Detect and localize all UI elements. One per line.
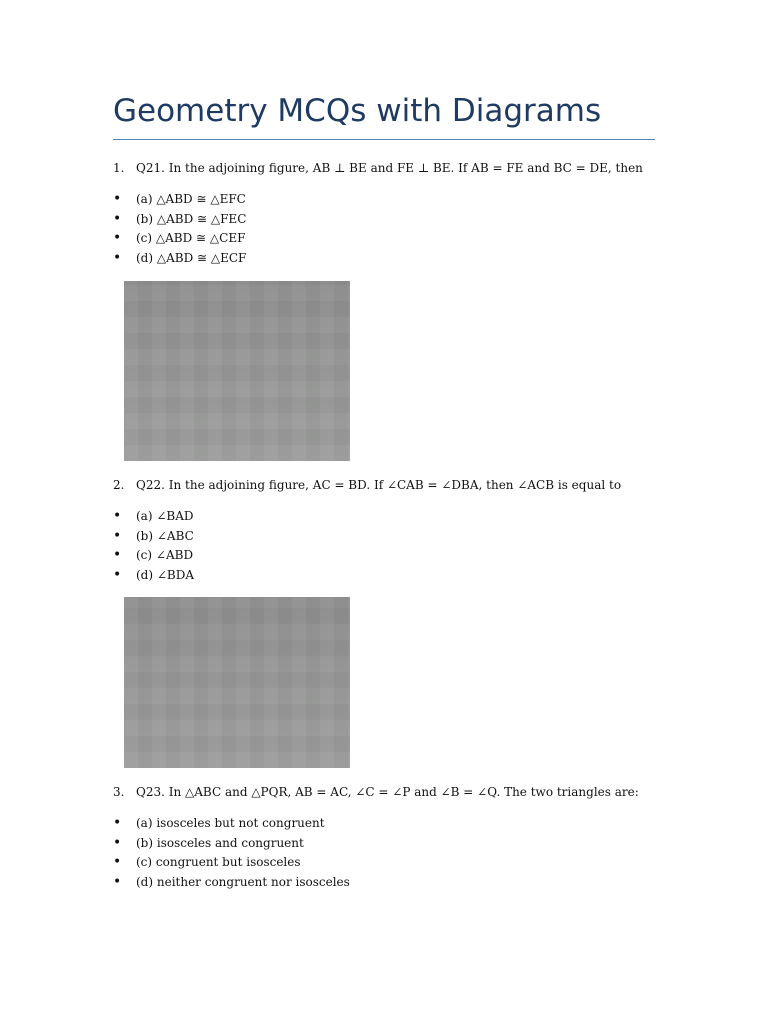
- option-text: (d) ∠BDA: [136, 567, 195, 582]
- option-text: (c) ∠ABD: [136, 548, 194, 562]
- bullet-icon: •: [113, 230, 122, 246]
- option-item: [113, 190, 246, 210]
- option-text: (a) △ABD ≅ △EFC: [136, 192, 246, 206]
- question-text: Q21. In the adjoining figure, AB ⊥ BE and FE ⊥ BE. If AB = FE and BC = DE, then: [136, 161, 643, 175]
- option-text: (a) ∠BAD: [136, 509, 194, 523]
- option-item: [113, 527, 194, 547]
- bullet-icon: •: [113, 547, 122, 563]
- option-item: [113, 873, 350, 893]
- question-3: [113, 784, 639, 800]
- option-item: [113, 814, 350, 834]
- figure-image-2: [124, 597, 350, 768]
- option-item: [113, 566, 194, 586]
- option-text: (c) △ABD ≅ △CEF: [136, 231, 246, 245]
- option-text: (b) isosceles and congruent: [136, 835, 304, 850]
- option-item: [113, 853, 350, 873]
- bullet-icon: •: [113, 191, 122, 207]
- question-text: Q22. In the adjoining figure, AC = BD. If ∠CAB = ∠DBA, then ∠ACB is equal to: [136, 478, 622, 492]
- figure-image-1: [124, 281, 350, 461]
- question-2: [113, 477, 621, 493]
- question-number: 3.: [113, 785, 125, 799]
- question-text: Q23. In △ABC and △PQR, AB = AC, ∠C = ∠P and ∠B = ∠Q. The two triangles are:: [136, 785, 639, 799]
- question-number: 2.: [113, 478, 125, 492]
- option-text: (a) isosceles but not congruent: [136, 816, 325, 830]
- options-list-3: [113, 814, 350, 892]
- options-list-1: [113, 190, 246, 268]
- bullet-icon: •: [113, 508, 122, 524]
- options-list-2: [113, 507, 194, 585]
- bullet-icon: •: [113, 527, 122, 544]
- option-item: [113, 507, 194, 527]
- question-1: [113, 160, 643, 176]
- option-text: (d) neither congruent nor isosceles: [136, 874, 350, 889]
- bullet-icon: •: [113, 566, 122, 583]
- option-item: [113, 834, 350, 854]
- bullet-icon: •: [113, 815, 122, 831]
- bullet-icon: •: [113, 210, 122, 227]
- page-title: Geometry MCQs with Diagrams: [113, 93, 602, 129]
- bullet-icon: •: [113, 249, 122, 266]
- question-number: 1.: [113, 161, 125, 175]
- option-item: [113, 229, 246, 249]
- option-item: [113, 210, 246, 230]
- option-item: [113, 546, 194, 566]
- title-divider: [113, 139, 655, 140]
- bullet-icon: •: [113, 854, 122, 870]
- option-text: (b) △ABD ≅ △FEC: [136, 211, 247, 226]
- option-text: (d) △ABD ≅ △ECF: [136, 250, 247, 265]
- bullet-icon: •: [113, 873, 122, 890]
- bullet-icon: •: [113, 834, 122, 851]
- option-text: (b) ∠ABC: [136, 528, 194, 543]
- option-text: (c) congruent but isosceles: [136, 855, 301, 869]
- option-item: [113, 249, 246, 269]
